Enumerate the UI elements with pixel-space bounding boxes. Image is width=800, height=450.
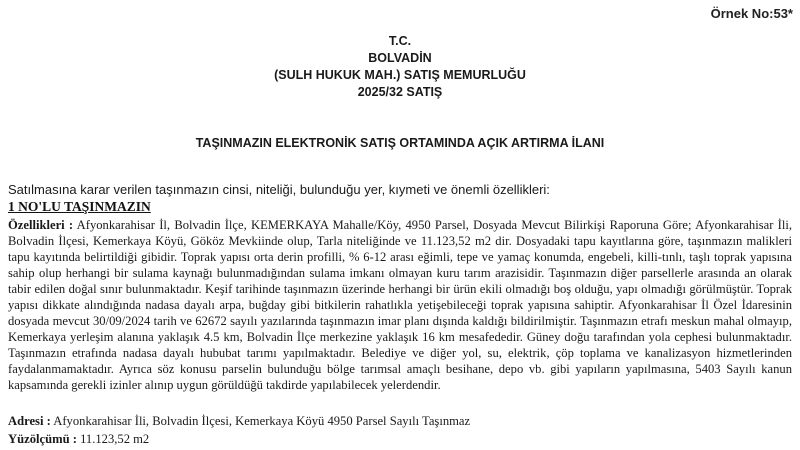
property-section-title: 1 NO'LU TAŞINMAZIN: [8, 199, 151, 214]
header-line-tc: T.C.: [388, 34, 412, 48]
intro-text: Satılmasına karar verilen taşınmazın cinsi, niteliği, bulunduğu yer, kıymeti ve önemli özellikleri:: [8, 182, 550, 197]
property-area: [8, 431, 792, 447]
header-line-district: BOLVADİN: [368, 51, 432, 65]
header-line-file-no: 2025/32 SATIŞ: [357, 85, 443, 99]
address-value: Afyonkarahisar İli, Bolvadin İlçesi, Kemerkaya Köyü 4950 Parsel Sayılı Taşınmaz: [53, 414, 471, 428]
announcement-title: TAŞINMAZIN ELEKTRONİK SATIŞ ORTAMINDA AÇIK ARTIRMA İLANI: [195, 136, 605, 150]
area-label: Yüzölçümü :: [8, 432, 77, 446]
header-line-office: (SULH HUKUK MAH.) SATIŞ MEMURLUĞU: [274, 68, 526, 82]
property-features: [8, 217, 792, 393]
features-label: Özellikleri :: [8, 218, 74, 232]
document-header: [0, 33, 800, 101]
area-value: 11.123,52 m2: [80, 432, 150, 446]
features-text: Afyonkarahisar İl, Bolvadin İlçe, KEMERKAYA Mahalle/Köy, 4950 Parsel, Dosyada Mevcut Bilirkişi Raporuna Göre; Afyonkarahisar İli, Bolvadin İlçesi, Kemerkaya Köyü, Gököz Mevkiinde olup, Tarla niteliğinde ve 11.123,52 m2 dir. Dosyadaki tapu kayıtlarına göre, taşınmazın malikleri tapu kayıtında belirtildiği gibidir. Toprak yapısı orta derin profilli, % 6-12 arası eğimli, tepe ve yamaç konumda, engebeli, killi-tınlı, taşlı toprak yapısına sahip olup herhangi bir sulama kaynağı bulunmadığından sulama imkanı olmayan kuru tarım arazisidir. Taşınmazın diğer parsellerle arasında an olarak tabir edilen doğal sınır bulunmaktadır. Keşif tarihinde taşınmazın üzerinde herhangi bir ürün ekili olmadığı boş olduğu, yapı olmadığı görülmüştür. Toprak yapısı dikkate alındığında nadasa dayalı arpa, buğday gibi bitkilerin rahatlıkla yetişebileceği toprak yapısına sahiptir. Afyonkarahisar İl Özel İdaresinin dosyada mevcut 30/09/2024 tarih ve 62672 sayılı yazılarında taşınmazın imar planı dışında kaldığı bildirilmiştir. Taşınmazın etrafı meskun mahal olmayıp, Kemerkaya yerleşim alanına yaklaşık 4.5 km, Bolvadin İlçe merkezine yaklaşık 16 km mesafededir. Güney doğu tarafından yola cephesi bulunmaktadır. Taşınmazın etrafında nadasa dayalı hububat tarımı yapılmaktadır. Belediye ve diğer yol, su, elektrik, çöp toplama ve kanalizasyon hizmetlerinden faydalanmamaktadır. Ayrıca söz konusu parselin bulunduğu bölge tarımsal amaçlı besihane, depo vb. gibi yapıların yapılmasına, 5403 Sayılı kanun kapsamında gerekli izinler alınıp uygun görüldüğü takdirde yapılabilecek yelerdendir.: [8, 218, 792, 392]
address-label: Adresi :: [8, 414, 51, 428]
property-address: [8, 413, 792, 429]
sample-number: Örnek No:53*: [710, 6, 793, 21]
